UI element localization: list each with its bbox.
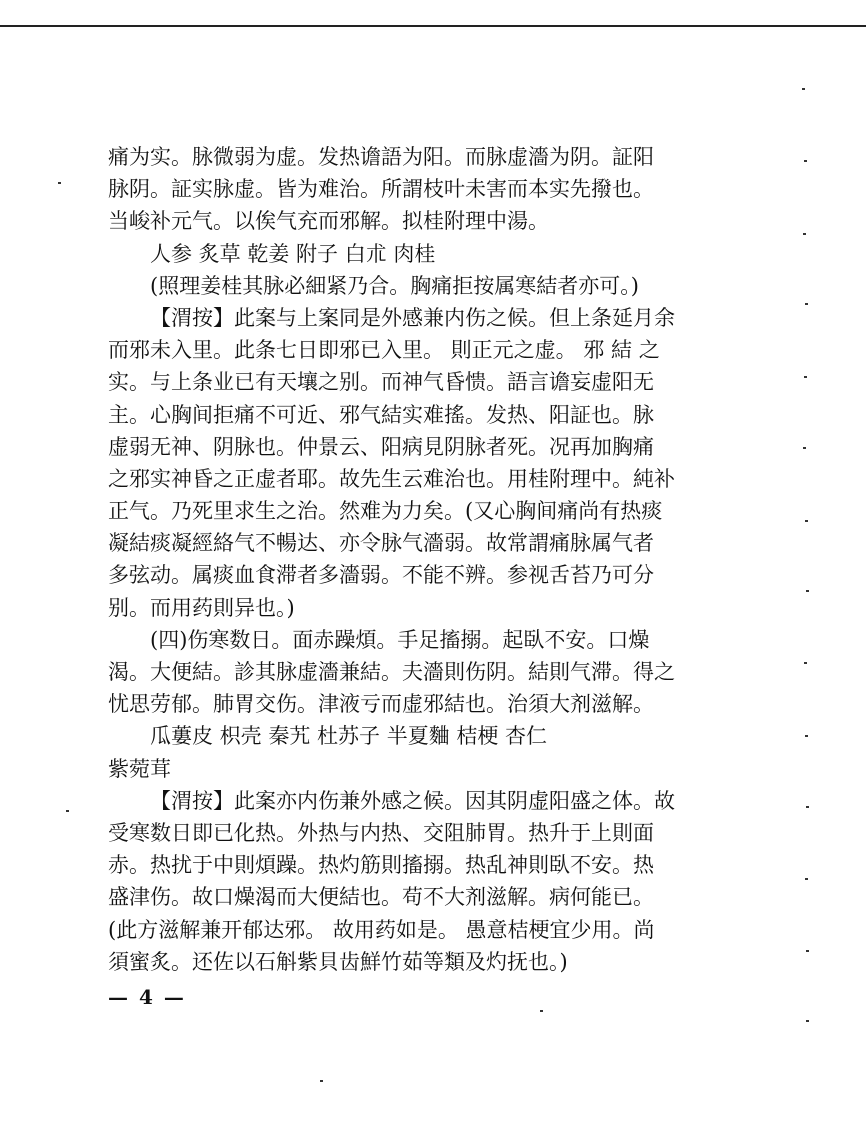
scan-speck bbox=[805, 520, 808, 522]
scan-speck bbox=[804, 662, 807, 664]
text-line: 渴。大便結。診其脉虚濇兼結。夫濇則伤阴。結則气滞。得之 bbox=[108, 660, 675, 684]
scan-speck bbox=[805, 878, 808, 880]
text-line: 实。与上条业已有天壤之别。而神气昏愦。語言谵妄虚阳无 bbox=[108, 370, 654, 395]
text-line: 脉阴。証实脉虚。皆为难治。所謂枝叶未害而本实先撥也。 bbox=[108, 177, 654, 202]
commentary-line: 【渭按】此案与上案同是外感兼内伤之候。但上条延月余 bbox=[150, 305, 675, 330]
scan-speck bbox=[804, 160, 807, 162]
herb-list-line: 人参 炙草 乾姜 附子 白朮 肉桂 bbox=[150, 241, 436, 266]
scan-speck bbox=[804, 376, 807, 378]
text-line: 須蜜炙。还佐以石斛紫貝齿鮮竹茹等類及灼抚也。) bbox=[108, 949, 568, 974]
scan-speck bbox=[806, 590, 809, 592]
text-line: 盛津伤。故口燥渴而大便結也。苟不大剂滋解。病何能已。 bbox=[108, 885, 654, 910]
body-text bbox=[108, 141, 728, 978]
text-line: 别。而用药則异也。) bbox=[108, 595, 295, 620]
annotation-line: (照理姜桂其脉必細紧乃合。胸痛拒按属寒結者亦可。) bbox=[150, 273, 639, 298]
scan-speck bbox=[803, 233, 806, 235]
text-line: (此方滋解兼开郁达邪。 故用药如是。 愚意桔梗宜少用。尚 bbox=[108, 917, 655, 942]
herb-list-line: 紫菀茸 bbox=[108, 756, 171, 781]
scan-speck bbox=[806, 950, 809, 952]
text-line: 正气。乃死里求生之治。然难为力矣。(又心胸间痛尚有热痰 bbox=[108, 499, 663, 524]
scan-speck bbox=[805, 735, 808, 737]
scan-speck bbox=[806, 806, 809, 808]
text-line: 受寒数日即已化热。外热与内热、交阻肺胃。热升于上則面 bbox=[108, 820, 654, 845]
text-line: 赤。热扰于中則煩躁。热灼筋則搐搦。热乱神則臥不安。热 bbox=[108, 853, 654, 878]
page-number: — 4 — bbox=[108, 985, 186, 1009]
scan-speck bbox=[806, 1020, 809, 1022]
scan-speck bbox=[805, 303, 808, 305]
text-line: 多弦动。属痰血食滞者多濇弱。不能不辨。参视舌苔乃可分 bbox=[108, 563, 654, 588]
text-line: 当峻补元气。以俟气充而邪解。拟桂附理中湯。 bbox=[108, 209, 549, 234]
scan-speck bbox=[803, 447, 806, 449]
herb-list-line: 瓜蔞皮 枳壳 秦艽 杜苏子 半夏麯 桔梗 杏仁 bbox=[150, 724, 548, 749]
text-line: 主。心胸间拒痛不可近、邪气結实难搖。发热、阳証也。脉 bbox=[108, 402, 654, 427]
text-line: 凝結痰凝經絡气不暢达、亦令脉气濇弱。故常謂痛脉属气者 bbox=[108, 531, 654, 556]
scan-speck bbox=[66, 810, 69, 812]
text-line: 痛为实。脉微弱为虚。发热谵語为阳。而脉虚濇为阴。証阳 bbox=[108, 145, 654, 169]
scan-speck bbox=[540, 1010, 543, 1012]
commentary-line: 【渭按】此案亦内伤兼外感之候。因其阴虚阳盛之体。故 bbox=[150, 788, 675, 813]
text-line: 虚弱无神、阴脉也。仲景云、阳病見阴脉者死。况再加胸痛 bbox=[108, 434, 654, 459]
scan-speck bbox=[802, 88, 805, 90]
scan-speck bbox=[320, 1080, 323, 1082]
text-line: 之邪实神昏之正虚者耶。故先生云难治也。用桂附理中。純补 bbox=[108, 466, 675, 491]
scan-speck bbox=[58, 182, 61, 184]
top-rule bbox=[0, 25, 866, 27]
text-line: 而邪未入里。此条七日即邪已入里。 則正元之虚。 邪 結 之 bbox=[108, 338, 660, 363]
case-heading-line: (四)伤寒数日。面赤躁煩。手足搐搦。起臥不安。口燥 bbox=[150, 627, 650, 652]
text-line: 忧思劳郁。肺胃交伤。津液亏而虚邪結也。治須大剂滋解。 bbox=[108, 692, 654, 717]
